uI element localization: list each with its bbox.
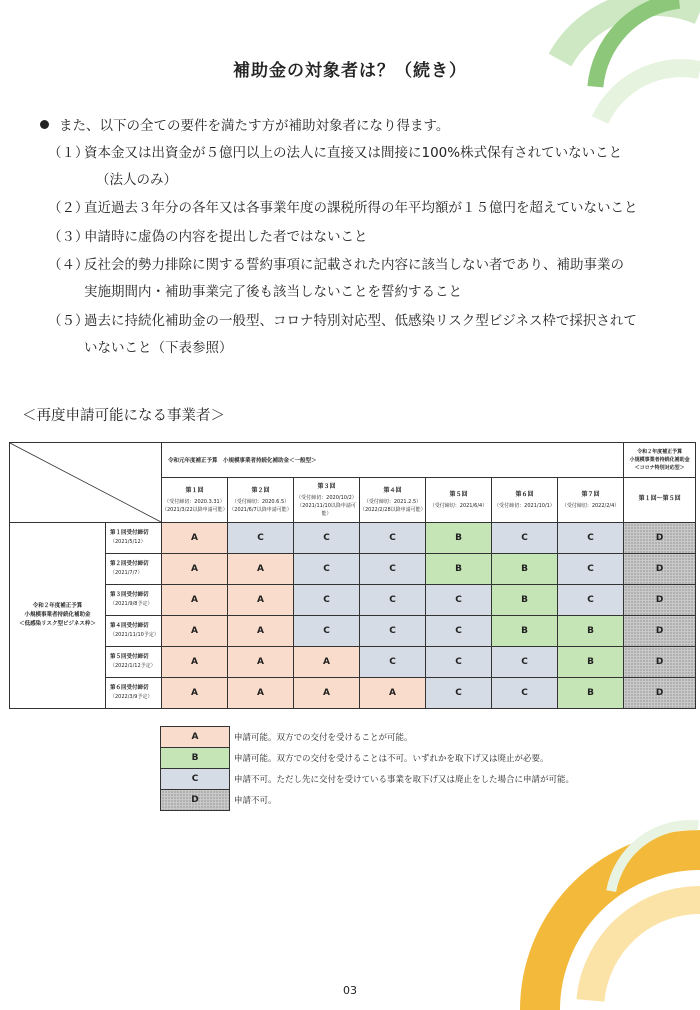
row-header-title: 第３回受付締切 [110, 592, 149, 598]
status-cell: C [294, 616, 360, 647]
diagonal-corner-cell [10, 443, 162, 523]
status-cell: D [624, 554, 696, 585]
status-cell: A [162, 523, 228, 554]
row-header [106, 678, 162, 709]
row-header-date: （2021/7/7） [110, 570, 143, 576]
legend-row [161, 790, 576, 811]
row-group-label [10, 523, 106, 709]
status-cell: D [624, 616, 696, 647]
status-cell: D [624, 523, 696, 554]
status-cell: A [162, 554, 228, 585]
table-row [10, 616, 696, 647]
status-cell: C [360, 616, 426, 647]
requirement-text: 資本金又は出資金が５億円以上の法人に直接又は間接に100%株式保有されていないこと [84, 145, 623, 161]
table-row [10, 678, 696, 709]
status-cell: C [426, 616, 492, 647]
status-cell: C [360, 554, 426, 585]
column-header-sub: （受付締切：2022/2/4） [561, 502, 620, 509]
legend-text: 申請可能。双方での交付を受けることは不可。いずれかを取下げ又は廃止が必要。 [234, 754, 549, 764]
status-cell: C [360, 585, 426, 616]
status-cell: C [294, 585, 360, 616]
status-cell: C [360, 523, 426, 554]
legend [160, 726, 576, 811]
column-header-sub: （受付締切：2021/10/1） [494, 502, 555, 509]
column-header-title: 第１回 [185, 486, 204, 494]
column-header [624, 478, 696, 523]
requirement-item [48, 140, 678, 194]
status-cell: A [228, 678, 294, 709]
requirement-number: （３） [48, 229, 89, 245]
reapply-table-wrapper [9, 442, 695, 709]
status-cell: D [624, 647, 696, 678]
requirement-text: 申請時に虚偽の内容を提出した者ではないこと [84, 229, 368, 245]
requirement-item [48, 252, 678, 306]
requirement-number: （１） [48, 145, 89, 161]
status-cell: B [492, 585, 558, 616]
row-header-title: 第２回受付締切 [110, 561, 149, 567]
legend-row [161, 727, 576, 748]
status-cell: A [360, 678, 426, 709]
requirement-line [48, 140, 678, 167]
requirement-text: 反社会的勢力排除に関する誓約事項に記載された内容に該当しない者であり、補助事業の [84, 257, 624, 273]
status-cell: C [426, 585, 492, 616]
requirement-line [48, 167, 678, 194]
status-cell: A [162, 585, 228, 616]
requirement-text: いないこと（下表参照） [84, 340, 233, 356]
column-header-sub: （受付締切：2021/6/4） [429, 502, 488, 509]
table-row [10, 647, 696, 678]
header-row-groups [10, 443, 696, 478]
status-cell: A [228, 585, 294, 616]
row-header [106, 554, 162, 585]
column-header [426, 478, 492, 523]
header-corona-line: 小規模事業者持続化補助金 [629, 457, 690, 463]
status-cell: C [360, 647, 426, 678]
column-header [228, 478, 294, 523]
table-row [10, 585, 696, 616]
status-cell: B [426, 554, 492, 585]
row-header-title: 第５回受付締切 [110, 654, 149, 660]
requirement-text: 実施期間内・補助事業完了後も該当しないことを誓約すること [84, 284, 462, 300]
requirement-number: （５） [48, 313, 89, 329]
row-group-label-line: 令和２年度補正予算 [32, 603, 83, 609]
column-header-title: 第７回 [581, 490, 600, 498]
row-header-title: 第１回受付締切 [110, 530, 149, 536]
status-cell: A [162, 678, 228, 709]
page-number: 03 [343, 984, 357, 997]
column-header [162, 478, 228, 523]
status-cell: A [294, 678, 360, 709]
status-cell: C [492, 647, 558, 678]
column-header [294, 478, 360, 523]
column-header-sub: （2021/6/7以降申請可能） [229, 506, 292, 513]
status-cell: A [294, 647, 360, 678]
page-title: 補助金の対象者は？（続き） [233, 61, 467, 81]
column-header-title: 第５回 [449, 490, 468, 498]
header-corona-line: ＜コロナ特別対応型＞ [634, 465, 685, 471]
column-header-title: 第２回 [251, 486, 270, 494]
column-header [492, 478, 558, 523]
status-cell: B [558, 647, 624, 678]
row-header-date: （2022/1/12予定） [110, 663, 156, 669]
column-header-sub: （2021/3/22以降申請可能） [162, 506, 228, 513]
table-row [10, 554, 696, 585]
legend-swatch: B [161, 748, 230, 769]
requirement-line [48, 308, 678, 335]
legend-text: 申請不可。 [234, 796, 277, 806]
row-header-date: （2021/11/10予定） [110, 632, 159, 638]
bullet-icon [40, 120, 49, 129]
requirement-line [48, 279, 678, 306]
status-cell: C [558, 523, 624, 554]
status-cell: D [624, 585, 696, 616]
legend-swatch: A [161, 727, 230, 748]
status-cell: C [492, 678, 558, 709]
status-cell: A [228, 616, 294, 647]
status-cell: A [228, 647, 294, 678]
row-header [106, 616, 162, 647]
requirement-line [48, 195, 678, 222]
row-header-date: （2021/9/8予定） [110, 601, 153, 607]
column-header-title: 第３回 [317, 482, 336, 490]
status-cell: C [426, 678, 492, 709]
requirement-number: （２） [48, 200, 89, 216]
legend-text: 申請不可。ただし先に交付を受けている事業を取下げ又は廃止をした場合に申請が可能。 [234, 775, 575, 785]
legend-swatch: C [161, 769, 230, 790]
column-header-title: 第６回 [515, 490, 534, 498]
column-header-sub: （受付締切：2021.2.5） [363, 498, 422, 505]
requirement-number: （４） [48, 257, 89, 273]
requirement-line [48, 224, 678, 251]
column-header-sub: （2022/2/28以降申請可能） [360, 506, 426, 513]
column-header [558, 478, 624, 523]
header-corona [624, 443, 696, 478]
legend-table [160, 726, 576, 811]
legend-swatch: D [161, 790, 230, 811]
status-cell: C [426, 647, 492, 678]
status-cell: B [558, 616, 624, 647]
row-group-label-line: 小規模事業者持続化補助金 [24, 612, 91, 618]
reapply-table [9, 442, 696, 709]
requirement-text: （法人のみ） [96, 172, 177, 188]
status-cell: C [294, 523, 360, 554]
row-header-title: 第６回受付締切 [110, 685, 149, 691]
status-cell: A [228, 554, 294, 585]
requirement-line [48, 335, 678, 362]
row-header [106, 647, 162, 678]
requirement-item [48, 224, 678, 251]
row-header [106, 585, 162, 616]
status-cell: B [426, 523, 492, 554]
status-cell: C [558, 585, 624, 616]
column-header-sub: （受付締切：2020/10/2） [296, 494, 357, 501]
status-cell: C [558, 554, 624, 585]
column-header [360, 478, 426, 523]
status-cell: C [294, 554, 360, 585]
row-header-date: （2021/5/12） [110, 539, 146, 545]
legend-row [161, 748, 576, 769]
row-header [106, 523, 162, 554]
requirement-item [48, 308, 678, 362]
row-header-title: 第４回受付締切 [110, 623, 149, 629]
table-row [10, 523, 696, 554]
column-header-title: 第１回～第５回 [638, 494, 681, 502]
column-header-sub: （受付締切：2020.3.31） [164, 498, 225, 505]
column-header-title: 第４回 [383, 486, 402, 494]
requirement-text: 直近過去３年分の各年又は各事業年度の課税所得の年平均額が１５億円を超えていないこと [84, 200, 638, 216]
intro-text [40, 114, 449, 134]
row-group-label-line: ＜低感染リスク型ビジネス枠＞ [19, 621, 96, 627]
row-header-date: （2022/3/9予定） [110, 694, 153, 700]
header-corona-line: 令和２年度補正予算 [637, 449, 683, 455]
header-general: 令和元年度補正予算 小規模事業者持続化補助金＜一般型＞ [162, 443, 624, 478]
column-header-sub: （受付締切：2020.6.5） [231, 498, 290, 505]
status-cell: B [492, 616, 558, 647]
legend-row [161, 769, 576, 790]
status-cell: B [558, 678, 624, 709]
requirement-text: 過去に持続化補助金の一般型、コロナ特別対応型、低感染リスク型ビジネス枠で採択されて [84, 313, 637, 329]
status-cell: B [492, 554, 558, 585]
legend-text: 申請可能。双方での交付を受けることが可能。 [234, 733, 413, 743]
status-cell: A [162, 616, 228, 647]
status-cell: A [162, 647, 228, 678]
table-title: ＜再度申請可能になる事業者＞ [22, 408, 225, 424]
intro-label: また、以下の全ての要件を満たす方が補助対象者になり得ます。 [59, 118, 450, 134]
status-cell: C [228, 523, 294, 554]
requirement-item [48, 195, 678, 222]
status-cell: C [492, 523, 558, 554]
column-header-sub: （2021/11/10以降申請可能） [297, 502, 356, 517]
requirement-line [48, 252, 678, 279]
status-cell: D [624, 678, 696, 709]
